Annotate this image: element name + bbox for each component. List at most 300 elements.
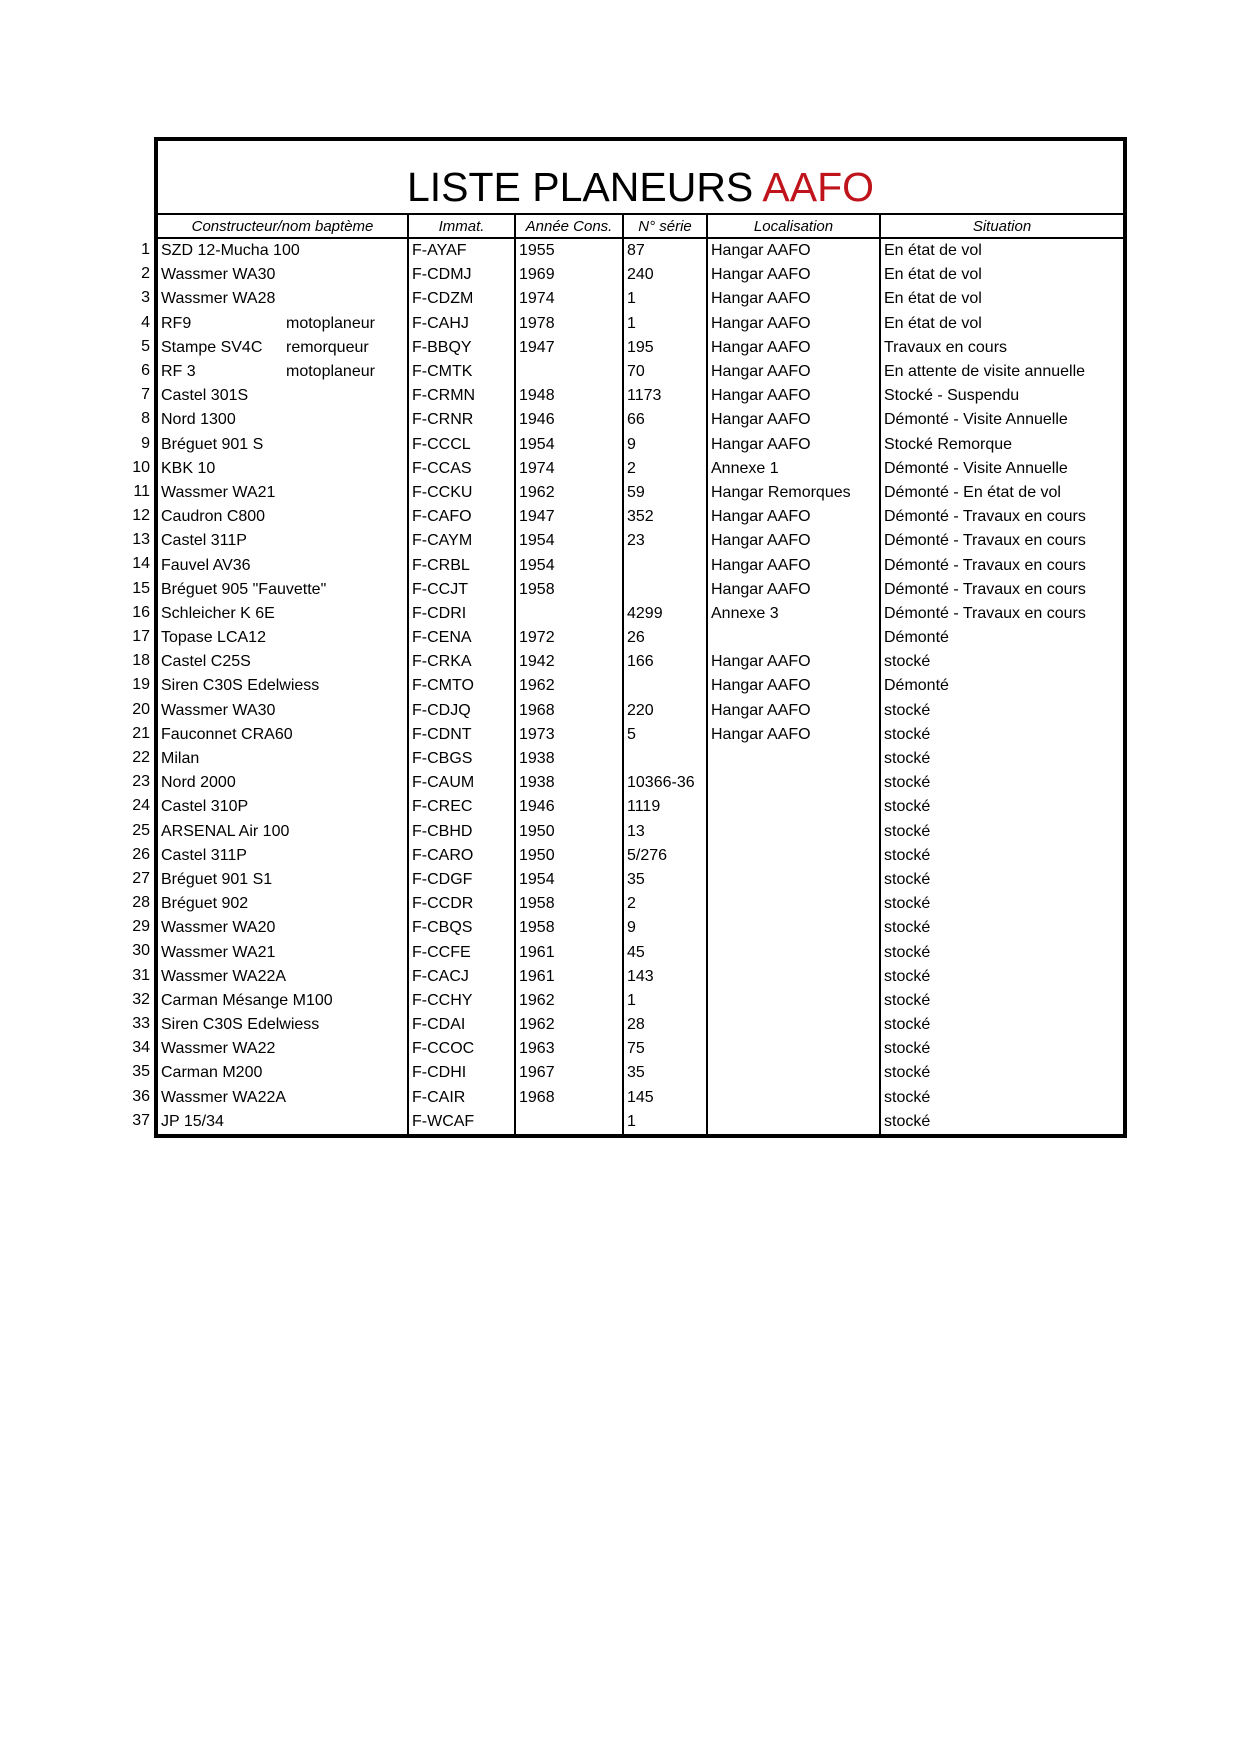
cell-constructeur	[158, 965, 408, 989]
cell-serie: 70	[623, 360, 707, 384]
table-row	[158, 1013, 1123, 1037]
table-row	[158, 1110, 1123, 1134]
page-title	[158, 165, 1123, 209]
cell-annee: 1950	[515, 844, 623, 868]
glider-name: Fauconnet CRA60	[161, 725, 293, 743]
cell-situation: Démonté - Visite Annuelle	[884, 459, 1068, 477]
cell-localisation	[707, 820, 880, 844]
cell-annee: 1938	[515, 771, 623, 795]
cell-localisation: Hangar AAFO	[707, 650, 880, 674]
glider-name: Nord 1300	[161, 411, 236, 429]
glider-name: Carman Mésange M100	[161, 991, 333, 1009]
table-row	[158, 457, 1123, 481]
row-number: 19	[132, 676, 150, 694]
cell-constructeur	[158, 747, 408, 771]
table-row	[158, 940, 1123, 964]
table-row	[158, 795, 1123, 819]
row-number: 25	[132, 821, 150, 839]
cell-situation: En état de vol	[884, 266, 982, 284]
cell-constructeur	[158, 699, 408, 723]
glider-type-note: motoplaneur	[286, 314, 375, 332]
cell-constructeur	[158, 1110, 408, 1134]
cell-constructeur	[158, 553, 408, 577]
cell-localisation	[707, 965, 880, 989]
cell-immat: F-CDRI	[408, 602, 515, 626]
cell-localisation	[707, 1110, 880, 1134]
row-number: 15	[132, 579, 150, 597]
cell-localisation: Hangar AAFO	[707, 336, 880, 360]
cell-annee: 1955	[515, 238, 623, 263]
cell-localisation: Hangar Remorques	[707, 481, 880, 505]
cell-constructeur	[158, 650, 408, 674]
cell-constructeur	[158, 263, 408, 287]
cell-serie: 9	[623, 916, 707, 940]
cell-constructeur	[158, 940, 408, 964]
cell-situation: stocké	[884, 1088, 931, 1106]
cell-immat: F-CRMN	[408, 384, 515, 408]
table-row	[158, 747, 1123, 771]
glider-type-note: motoplaneur	[286, 363, 375, 381]
row-number: 6	[141, 361, 150, 379]
cell-immat: F-CDGF	[408, 868, 515, 892]
glider-name: Fauvel AV36	[161, 556, 251, 574]
row-number: 3	[141, 289, 150, 307]
glider-name: Bréguet 902	[161, 895, 249, 913]
cell-immat: F-CDJQ	[408, 699, 515, 723]
cell-annee: 1962	[515, 674, 623, 698]
cell-constructeur	[158, 1061, 408, 1085]
table-row	[158, 408, 1123, 432]
cell-serie: 1	[623, 1110, 707, 1134]
cell-localisation: Hangar AAFO	[707, 553, 880, 577]
glider-name: Wassmer WA22A	[161, 1088, 287, 1106]
cell-constructeur	[158, 384, 408, 408]
cell-serie: 9	[623, 433, 707, 457]
title-main: LISTE PLANEURS	[406, 164, 763, 210]
col-header-constructeur: Constructeur/nom baptème	[158, 215, 408, 238]
table-row	[158, 578, 1123, 602]
cell-immat: F-CCHY	[408, 989, 515, 1013]
row-number-column	[110, 238, 150, 1133]
row-number: 14	[132, 555, 150, 573]
cell-localisation: Annexe 3	[707, 602, 880, 626]
cell-annee: 1950	[515, 820, 623, 844]
glider-name: Siren C30S Edelwiess	[161, 1016, 320, 1034]
glider-table	[158, 215, 1123, 1134]
cell-annee: 1954	[515, 529, 623, 553]
glider-name: RF 3	[161, 363, 196, 381]
cell-situation: En état de vol	[884, 314, 982, 332]
cell-serie: 87	[623, 238, 707, 263]
table-row	[158, 505, 1123, 529]
table-row	[158, 287, 1123, 311]
glider-name: Milan	[161, 750, 200, 768]
cell-immat: F-CBQS	[408, 916, 515, 940]
cell-constructeur	[158, 505, 408, 529]
cell-annee: 1972	[515, 626, 623, 650]
cell-annee: 1962	[515, 481, 623, 505]
cell-localisation	[707, 1061, 880, 1085]
glider-name: Wassmer WA21	[161, 483, 276, 501]
cell-constructeur	[158, 360, 408, 384]
table-row	[158, 771, 1123, 795]
glider-name: Topase LCA12	[161, 629, 266, 647]
cell-immat: F-CDHI	[408, 1061, 515, 1085]
cell-constructeur	[158, 481, 408, 505]
cell-localisation: Hangar AAFO	[707, 674, 880, 698]
table-row	[158, 433, 1123, 457]
table-row	[158, 336, 1123, 360]
cell-situation: stocké	[884, 943, 931, 961]
cell-constructeur	[158, 989, 408, 1013]
table-row	[158, 238, 1123, 263]
cell-immat: F-CCOC	[408, 1037, 515, 1061]
cell-situation: Démonté	[884, 677, 949, 695]
glider-name: Castel 310P	[161, 798, 249, 816]
cell-immat: F-CDMJ	[408, 263, 515, 287]
cell-serie: 35	[623, 868, 707, 892]
glider-name: Wassmer WA22	[161, 1040, 276, 1058]
row-number: 9	[141, 434, 150, 452]
cell-annee: 1967	[515, 1061, 623, 1085]
cell-localisation: Hangar AAFO	[707, 699, 880, 723]
cell-annee: 1968	[515, 1086, 623, 1110]
glider-name: Bréguet 901 S1	[161, 870, 273, 888]
cell-localisation: Hangar AAFO	[707, 360, 880, 384]
cell-immat: F-CCAS	[408, 457, 515, 481]
cell-immat: F-CDAI	[408, 1013, 515, 1037]
table-row	[158, 602, 1123, 626]
cell-annee: 1954	[515, 433, 623, 457]
table-row	[158, 916, 1123, 940]
cell-constructeur	[158, 626, 408, 650]
cell-immat: F-CAHJ	[408, 312, 515, 336]
cell-localisation	[707, 892, 880, 916]
row-number: 4	[141, 313, 150, 331]
cell-situation: Démonté - En état de vol	[884, 483, 1061, 501]
cell-immat: F-CACJ	[408, 965, 515, 989]
table-row	[158, 626, 1123, 650]
table-row	[158, 965, 1123, 989]
row-number: 2	[141, 265, 150, 283]
cell-localisation: Hangar AAFO	[707, 578, 880, 602]
cell-situation: Travaux en cours	[884, 338, 1008, 356]
cell-serie: 145	[623, 1086, 707, 1110]
cell-immat: F-CAUM	[408, 771, 515, 795]
cell-annee: 1973	[515, 723, 623, 747]
col-header-situation: Situation	[880, 215, 1123, 238]
cell-serie: 35	[623, 1061, 707, 1085]
row-number: 10	[132, 458, 150, 476]
cell-situation: stocké	[884, 750, 931, 768]
row-number: 24	[132, 797, 150, 815]
glider-name: Castel 311P	[161, 532, 247, 550]
cell-constructeur	[158, 529, 408, 553]
cell-annee	[515, 602, 623, 626]
row-number: 32	[132, 990, 150, 1008]
row-number: 36	[132, 1087, 150, 1105]
table-row	[158, 360, 1123, 384]
cell-localisation	[707, 940, 880, 964]
cell-constructeur	[158, 844, 408, 868]
cell-annee: 1954	[515, 868, 623, 892]
glider-name: Wassmer WA20	[161, 919, 276, 937]
cell-localisation: Hangar AAFO	[707, 384, 880, 408]
cell-annee: 1938	[515, 747, 623, 771]
cell-localisation: Hangar AAFO	[707, 287, 880, 311]
cell-serie: 166	[623, 650, 707, 674]
glider-name: Carman M200	[161, 1064, 263, 1082]
cell-constructeur	[158, 1037, 408, 1061]
row-number: 20	[132, 700, 150, 718]
cell-situation: Démonté - Travaux en cours	[884, 508, 1086, 526]
cell-annee: 1947	[515, 505, 623, 529]
cell-immat: F-BBQY	[408, 336, 515, 360]
cell-situation: stocké	[884, 653, 931, 671]
cell-localisation: Hangar AAFO	[707, 238, 880, 263]
cell-constructeur	[158, 457, 408, 481]
cell-serie: 1	[623, 287, 707, 311]
cell-annee: 1947	[515, 336, 623, 360]
cell-immat: F-CDZM	[408, 287, 515, 311]
cell-annee: 1974	[515, 457, 623, 481]
cell-situation: En état de vol	[884, 242, 982, 260]
cell-serie: 10366-36	[623, 771, 707, 795]
cell-constructeur	[158, 916, 408, 940]
table-row	[158, 820, 1123, 844]
title-accent: AAFO	[762, 164, 875, 210]
cell-annee: 1962	[515, 1013, 623, 1037]
row-number: 28	[132, 894, 150, 912]
cell-localisation: Hangar AAFO	[707, 529, 880, 553]
col-header-localisation: Localisation	[707, 215, 880, 238]
row-number: 33	[132, 1015, 150, 1032]
cell-situation: En attente de visite annuelle	[884, 363, 1086, 381]
cell-localisation	[707, 844, 880, 868]
cell-immat: F-CRKA	[408, 650, 515, 674]
cell-annee: 1948	[515, 384, 623, 408]
cell-localisation	[707, 916, 880, 940]
cell-annee: 1968	[515, 699, 623, 723]
cell-immat: F-CMTO	[408, 674, 515, 698]
glider-name: Wassmer WA21	[161, 943, 276, 961]
cell-immat: F-CCCL	[408, 433, 515, 457]
cell-annee: 1978	[515, 312, 623, 336]
cell-serie: 2	[623, 457, 707, 481]
cell-situation: Démonté	[884, 629, 949, 647]
cell-immat: F-WCAF	[408, 1110, 515, 1134]
cell-serie: 4299	[623, 602, 707, 626]
cell-localisation	[707, 1013, 880, 1037]
cell-constructeur	[158, 771, 408, 795]
glider-name: Castel 311P	[161, 846, 247, 864]
table-row	[158, 723, 1123, 747]
cell-constructeur	[158, 892, 408, 916]
cell-annee: 1942	[515, 650, 623, 674]
table-row	[158, 481, 1123, 505]
cell-localisation: Hangar AAFO	[707, 312, 880, 336]
row-number: 35	[132, 1063, 150, 1081]
cell-immat: F-CDNT	[408, 723, 515, 747]
cell-serie: 2	[623, 892, 707, 916]
cell-annee	[515, 360, 623, 384]
table-row	[158, 989, 1123, 1013]
cell-situation: Démonté - Travaux en cours	[884, 556, 1086, 574]
cell-situation: Stocké - Suspendu	[884, 387, 1020, 405]
cell-localisation	[707, 771, 880, 795]
row-number: 21	[132, 724, 150, 742]
cell-immat: F-CARO	[408, 844, 515, 868]
row-number: 8	[141, 410, 150, 428]
cell-constructeur	[158, 1086, 408, 1110]
row-number: 5	[141, 337, 150, 355]
cell-annee: 1946	[515, 795, 623, 819]
row-number: 13	[132, 531, 150, 549]
cell-constructeur	[158, 336, 408, 360]
cell-constructeur	[158, 238, 408, 263]
row-number: 27	[132, 869, 150, 887]
table-row	[158, 844, 1123, 868]
cell-localisation	[707, 747, 880, 771]
cell-immat: F-CCFE	[408, 940, 515, 964]
glider-name: SZD 12-Mucha 100	[161, 242, 300, 260]
row-number: 17	[132, 628, 150, 645]
cell-serie: 195	[623, 336, 707, 360]
cell-localisation: Hangar AAFO	[707, 723, 880, 747]
table-row	[158, 650, 1123, 674]
cell-constructeur	[158, 433, 408, 457]
cell-serie: 28	[623, 1013, 707, 1037]
cell-serie: 13	[623, 820, 707, 844]
cell-situation: stocké	[884, 967, 931, 985]
cell-annee: 1961	[515, 965, 623, 989]
cell-immat: F-CRNR	[408, 408, 515, 432]
cell-annee: 1946	[515, 408, 623, 432]
row-number: 23	[132, 773, 150, 791]
cell-immat: F-CCJT	[408, 578, 515, 602]
cell-annee: 1961	[515, 940, 623, 964]
row-number: 30	[132, 942, 150, 960]
row-number: 34	[132, 1039, 150, 1057]
cell-serie: 143	[623, 965, 707, 989]
cell-serie	[623, 747, 707, 771]
cell-annee: 1958	[515, 578, 623, 602]
cell-immat: F-CAYM	[408, 529, 515, 553]
cell-situation: stocké	[884, 1064, 931, 1082]
glider-name: Schleicher K 6E	[161, 604, 275, 622]
row-number: 1	[141, 241, 150, 258]
glider-name: Castel C25S	[161, 653, 251, 671]
row-number: 11	[133, 482, 150, 500]
cell-situation: stocké	[884, 1040, 931, 1058]
row-number: 31	[132, 966, 150, 984]
row-number: 29	[132, 918, 150, 936]
cell-immat: F-CENA	[408, 626, 515, 650]
glider-name: RF9	[161, 314, 192, 332]
table-row	[158, 1086, 1123, 1110]
cell-situation: En état de vol	[884, 290, 982, 308]
cell-situation: stocké	[884, 701, 931, 719]
cell-constructeur	[158, 1013, 408, 1037]
cell-localisation	[707, 1037, 880, 1061]
cell-immat: F-CAIR	[408, 1086, 515, 1110]
glider-name: Wassmer WA30	[161, 266, 276, 284]
glider-name: Wassmer WA28	[161, 290, 276, 308]
table-row	[158, 1037, 1123, 1061]
cell-situation: Démonté - Travaux en cours	[884, 532, 1086, 550]
row-number: 12	[132, 507, 150, 525]
table-row	[158, 1061, 1123, 1085]
cell-constructeur	[158, 795, 408, 819]
cell-situation: stocké	[884, 870, 931, 888]
row-number: 37	[132, 1111, 150, 1129]
cell-annee: 1958	[515, 892, 623, 916]
cell-serie: 26	[623, 626, 707, 650]
cell-immat: F-CCKU	[408, 481, 515, 505]
cell-serie: 1	[623, 989, 707, 1013]
glider-name: Siren C30S Edelwiess	[161, 677, 320, 695]
cell-localisation	[707, 626, 880, 650]
cell-serie: 75	[623, 1037, 707, 1061]
cell-serie: 1	[623, 312, 707, 336]
cell-serie: 1173	[623, 384, 707, 408]
title-bar	[158, 141, 1123, 215]
cell-constructeur	[158, 820, 408, 844]
table-row	[158, 674, 1123, 698]
cell-serie	[623, 674, 707, 698]
col-header-annee: Année Cons.	[515, 215, 623, 238]
cell-serie: 1119	[623, 795, 707, 819]
col-header-serie: N° série	[623, 215, 707, 238]
cell-serie: 5	[623, 723, 707, 747]
cell-situation: stocké	[884, 919, 931, 937]
cell-constructeur	[158, 602, 408, 626]
cell-immat: F-CMTK	[408, 360, 515, 384]
cell-annee: 1963	[515, 1037, 623, 1061]
cell-localisation	[707, 1086, 880, 1110]
cell-localisation: Hangar AAFO	[707, 433, 880, 457]
cell-serie	[623, 553, 707, 577]
glider-name: Bréguet 905 "Fauvette"	[161, 580, 327, 598]
cell-annee: 1958	[515, 916, 623, 940]
header-row	[158, 215, 1123, 238]
cell-immat: F-CBHD	[408, 820, 515, 844]
cell-immat: F-CRBL	[408, 553, 515, 577]
cell-situation: stocké	[884, 774, 931, 792]
glider-type-note: remorqueur	[286, 338, 369, 356]
cell-localisation	[707, 795, 880, 819]
glider-name: Nord 2000	[161, 774, 236, 792]
cell-situation: stocké	[884, 1112, 931, 1130]
cell-localisation: Hangar AAFO	[707, 505, 880, 529]
glider-name: KBK 10	[161, 459, 216, 477]
table-row	[158, 312, 1123, 336]
cell-situation: stocké	[884, 1016, 931, 1034]
cell-serie: 59	[623, 481, 707, 505]
cell-localisation	[707, 989, 880, 1013]
cell-serie: 45	[623, 940, 707, 964]
cell-localisation: Hangar AAFO	[707, 263, 880, 287]
cell-constructeur	[158, 868, 408, 892]
cell-situation: stocké	[884, 798, 931, 816]
cell-constructeur	[158, 578, 408, 602]
glider-name: ARSENAL Air 100	[161, 822, 290, 840]
table-row	[158, 384, 1123, 408]
cell-localisation: Annexe 1	[707, 457, 880, 481]
row-number: 22	[132, 748, 150, 766]
cell-situation: Démonté - Travaux en cours	[884, 580, 1086, 598]
row-number: 16	[132, 603, 150, 621]
